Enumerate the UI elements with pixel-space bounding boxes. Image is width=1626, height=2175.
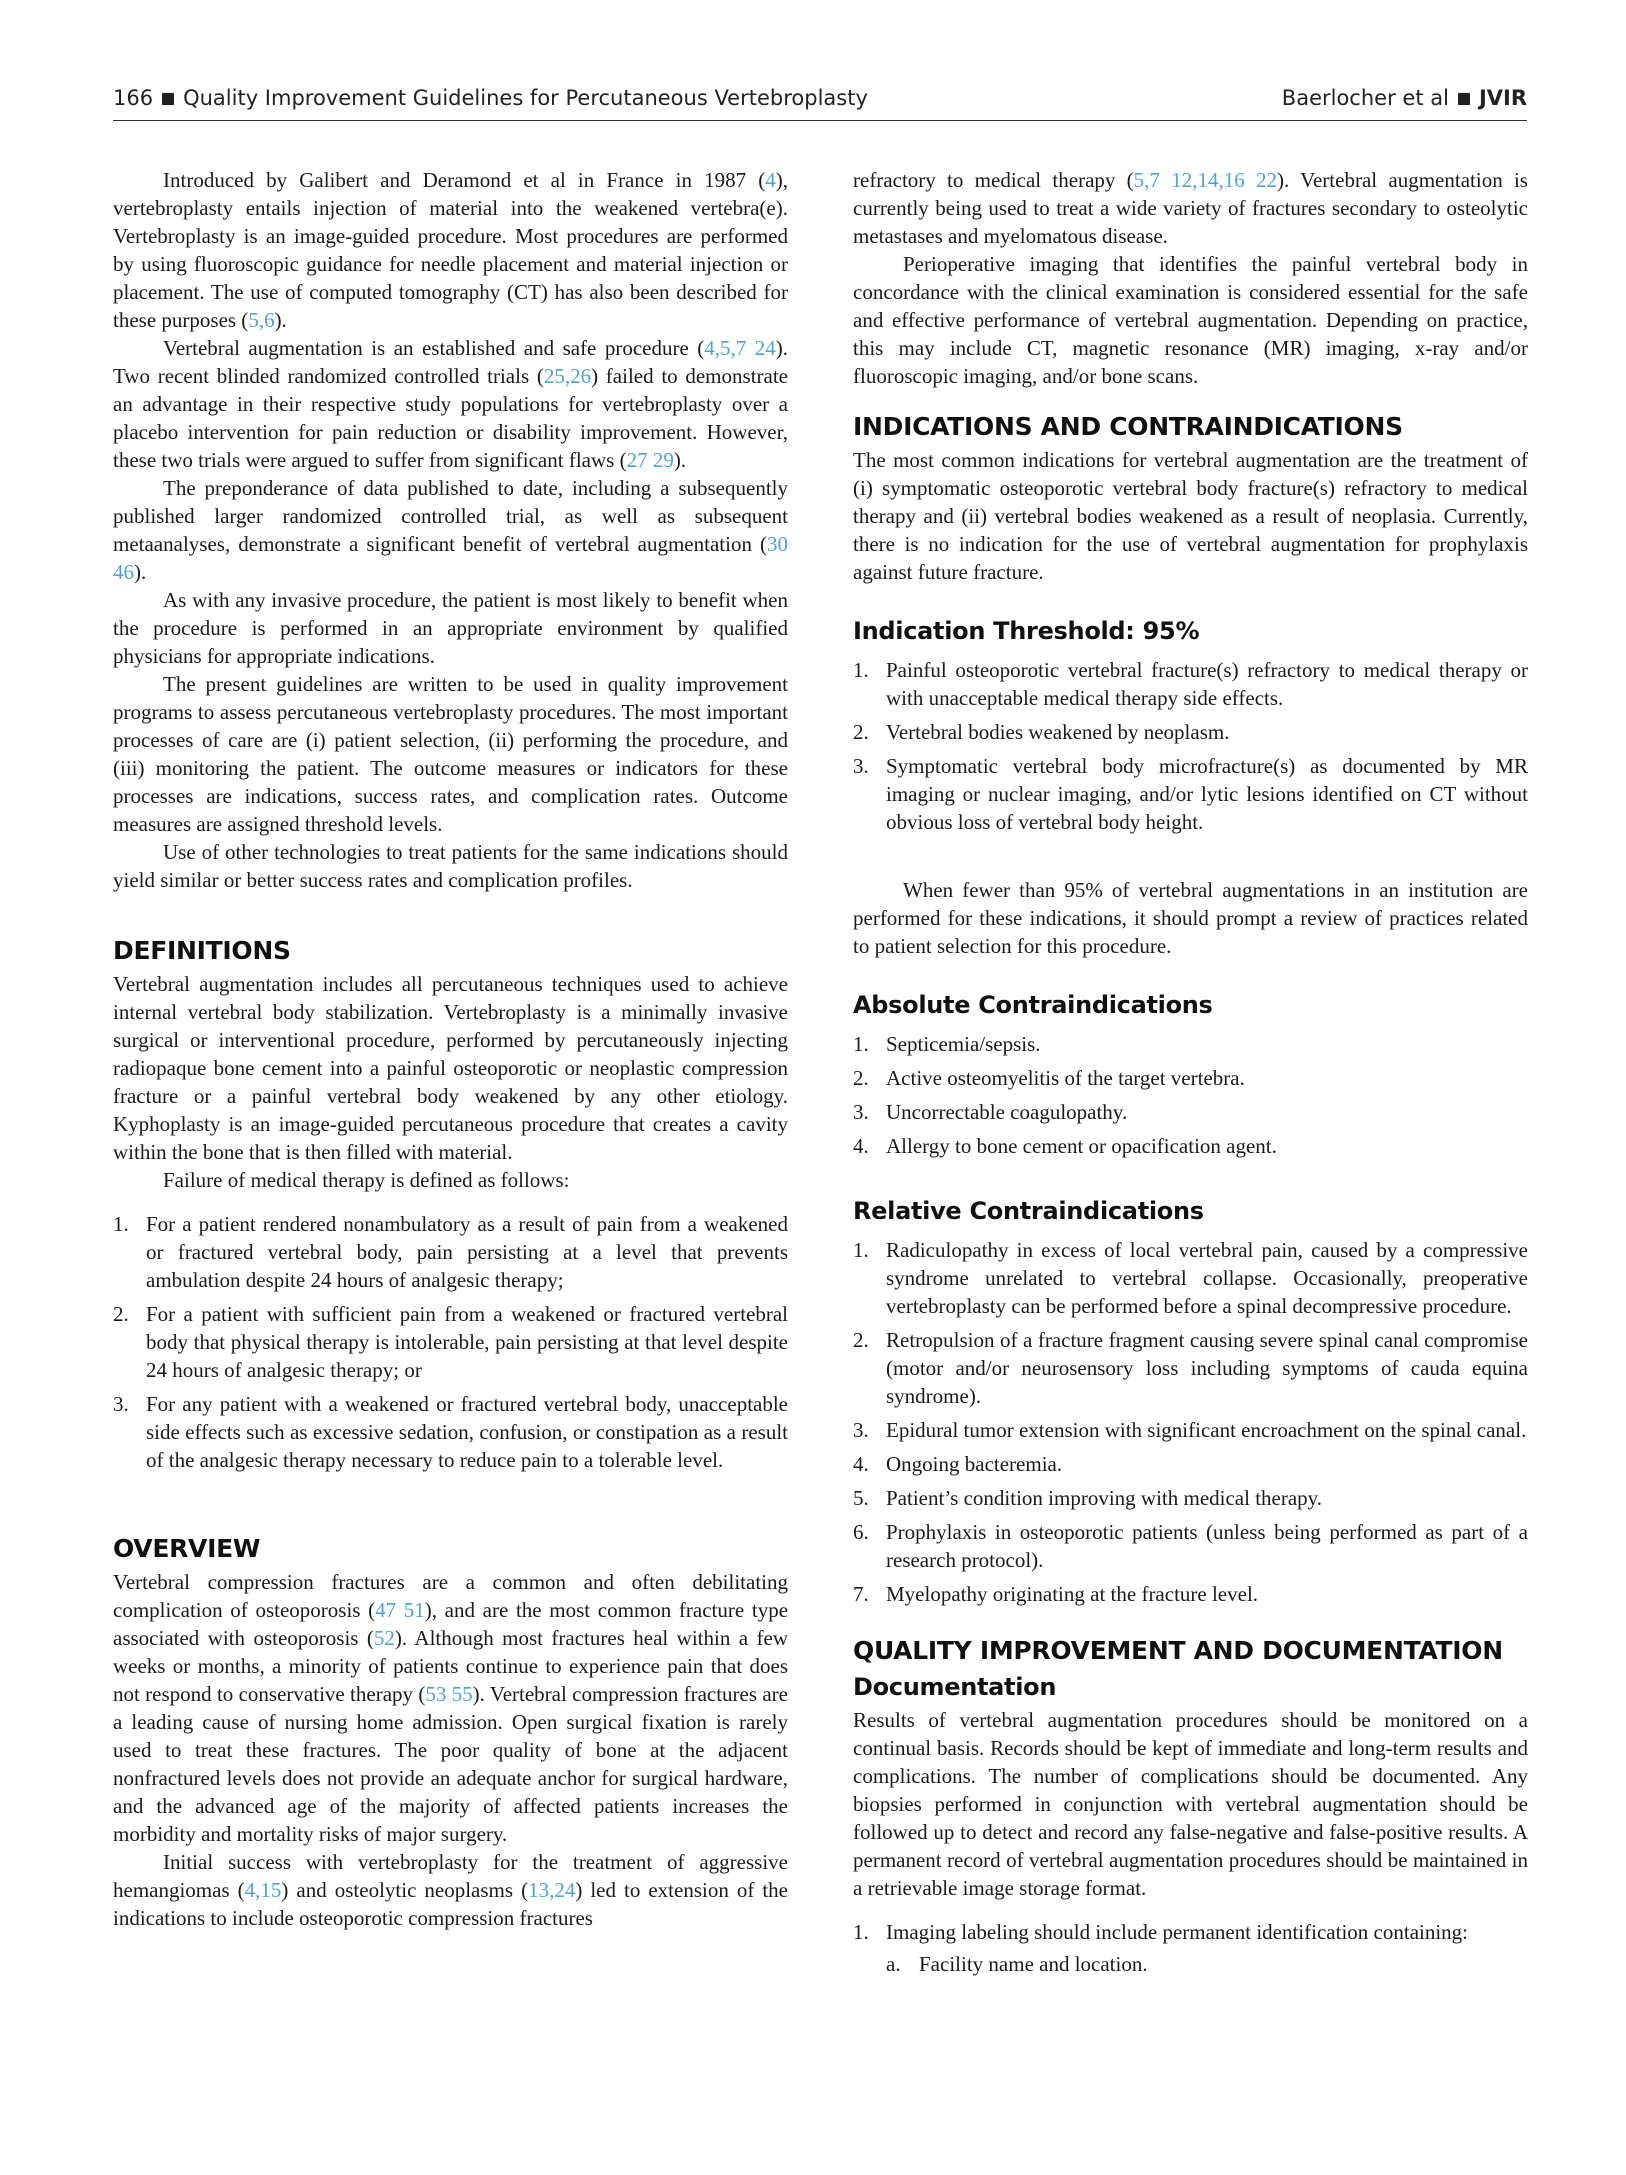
left-column [113, 166, 788, 1932]
list-item: 1. Septicemia/sepsis. [853, 1032, 1041, 1056]
list-item: 3. For any patient with a weakened or fractured vertebral body, unacceptable side effects such as excessive sedation, confusion, or constipation as a result of the analgesic therapy necessary to reduce pain to a tolerable level. [113, 1392, 788, 1472]
page-number: 166 [113, 86, 154, 110]
reference-link[interactable]: 52 [373, 1626, 395, 1650]
documentation-list [853, 1918, 1528, 1978]
square-bullet-icon [162, 93, 174, 105]
documentation-heading: Documentation [853, 1673, 1057, 1701]
intro-paragraph-2: Vertebral augmentation is an established and safe procedure (4,5,7 24). Two recent blinded randomized controlled trials (25,26) failed to demonstrate an advantage in their respective study populations for vertebroplasty over a placebo intervention for pain reduction or disability improvement. However, these two trials were argued to suffer from significant flaws (27 29). [113, 336, 789, 472]
continued-paragraph: refractory to medical therapy (5,7 12,14,16 22). Vertebral augmentation is currently being used to treat a wide variety of fractures secondary to osteolytic metastases and myelomatous disease. [853, 168, 1528, 248]
list-item: 3. Uncorrectable coagulopathy. [853, 1100, 1128, 1124]
threshold-note: When fewer than 95% of vertebral augmentations in an institution are performed for these indications, it should prompt a review of practices related to patient selection for this procedure. [853, 878, 1528, 958]
reference-link[interactable]: 4 [765, 168, 776, 192]
authors: Baerlocher et al [1281, 86, 1449, 110]
reference-link[interactable]: 5,6 [248, 308, 275, 332]
definitions-paragraph-1: Vertebral augmentation includes all percutaneous techniques used to achieve internal vertebral body stabilization. Vertebroplasty is a minimally invasive surgical or interventional procedure, performed by percutaneously injecting radiopaque bone cement into a painful osteoporotic or neoplastic compression fracture or a painful vertebral body weakened by any other etiology. Kyphoplasty is an image-guided percutaneous procedure that creates a cavity within the bone that is then filled with material. [113, 972, 788, 1164]
list-item: 1. Radiculopathy in excess of local vertebral pain, caused by a compressive syndrome unrelated to vertebral collapse. Occasionally, preoperative vertebroplasty can be performed before a spinal decompressive procedure. [853, 1238, 1528, 1318]
documentation-paragraph: Results of vertebral augmentation procedures should be monitored on a continual basis. Records should be kept of immediate and long-term results and complications. The number of complications should be documented. Any biopsies performed in conjunction with vertebral augmentation should be followed up to detect and record any false-negative and false-positive results. A permanent record of vertebral augmentation procedures should be maintained in a retrievable image storage format. [853, 1708, 1528, 1900]
relative-contraindications-heading: Relative Contraindications [853, 1197, 1204, 1225]
list-item: 4. Allergy to bone cement or opacification agent. [853, 1134, 1277, 1158]
list-item: 3. Symptomatic vertebral body microfracture(s) as documented by MR imaging or nuclear imaging, and/or lytic lesions identified on CT without obvious loss of vertebral body height. [853, 754, 1528, 834]
list-item: 6. Prophylaxis in osteoporotic patients (unless being performed as part of a research protocol). [853, 1520, 1528, 1572]
reference-link[interactable]: 13,24 [528, 1878, 576, 1902]
definitions-paragraph-2: Failure of medical therapy is defined as follows: [163, 1168, 570, 1192]
indication-threshold-heading: Indication Threshold: 95% [853, 617, 1200, 645]
definitions-heading: DEFINITIONS [113, 936, 291, 965]
intro-paragraph-4: As with any invasive procedure, the patient is most likely to benefit when the procedure is performed in an appropriate environment by qualified physicians for appropriate indications. [113, 588, 788, 668]
running-head-right [1282, 86, 1527, 110]
right-column [853, 166, 1528, 1984]
reference-link[interactable]: 4,5,7 24 [704, 336, 776, 360]
reference-link[interactable]: 4,15 [244, 1878, 282, 1902]
sub-list [886, 1950, 1528, 1978]
list-item: 1. Painful osteoporotic vertebral fracture(s) refractory to medical therapy or with unacceptable medical therapy side effects. [853, 658, 1528, 710]
list-item: a. Facility name and location. [886, 1952, 1148, 1976]
indications-heading: INDICATIONS AND CONTRAINDICATIONS [853, 412, 1403, 441]
imaging-paragraph: Perioperative imaging that identifies the painful vertebral body in concordance with the clinical examination is considered essential for the safe and effective performance of vertebral augmentation. Depending on practice, this may include CT, magnetic resonance (MR) imaging, x-ray and/or fluoroscopic imaging, and/or bone scans. [853, 252, 1528, 388]
absolute-contraindications-list [853, 1030, 1528, 1160]
article-title: Quality Improvement Guidelines for Percutaneous Vertebroplasty [183, 86, 868, 110]
journal-name: JVIR [1478, 86, 1527, 110]
list-item: 2. Active osteomyelitis of the target vertebra. [853, 1066, 1245, 1090]
reference-link[interactable]: 27 29 [626, 448, 674, 472]
list-item: 1. Imaging labeling should include permanent identification containing: a. Facility name and location. [853, 1918, 1528, 1978]
medical-therapy-failure-list [113, 1210, 788, 1474]
indications-paragraph: The most common indications for vertebral augmentation are the treatment of (i) symptomatic osteoporotic vertebral body fracture(s) refractory to medical therapy and (ii) vertebral bodies weakened as a result of neoplasia. Currently, there is no indication for the use of vertebral augmentation for prophylaxis against future fracture. [853, 448, 1528, 584]
running-head-left [113, 86, 868, 110]
running-head [113, 86, 1527, 121]
intro-paragraph-1: Introduced by Galibert and Deramond et al in France in 1987 (4), vertebroplasty entails injection of material into the weakened vertebra(e). Vertebroplasty is an image-guided procedure. Most procedures are performed by using fluoroscopic guidance for needle placement and material injection or placement. The use of computed tomography (CT) has also been described for these purposes (5,6). [113, 168, 788, 332]
list-item: 7. Myelopathy originating at the fracture level. [853, 1582, 1259, 1606]
intro-paragraph-5: The present guidelines are written to be used in quality improvement programs to assess percutaneous vertebroplasty procedures. The most important processes of care are (i) patient selection, (ii) performing the procedure, and (iii) monitoring the patient. The outcome measures or indicators for these processes are indications, success rates, and complication rates. Outcome measures are assigned threshold levels. [113, 672, 788, 836]
intro-paragraph-6: Use of other technologies to treat patients for the same indications should yield similar or better success rates and complication profiles. [113, 840, 788, 892]
indication-list [853, 656, 1528, 836]
absolute-contraindications-heading: Absolute Contraindications [853, 991, 1213, 1019]
list-item: 2. Retropulsion of a fracture fragment causing severe spinal canal compromise (motor and/or neurosensory loss including symptoms of cauda equina syndrome). [853, 1328, 1528, 1408]
overview-paragraph-2: Initial success with vertebroplasty for the treatment of aggressive hemangiomas (4,15) and osteolytic neoplasms (13,24) led to extension of the indications to include osteoporotic compression fractures [113, 1850, 788, 1930]
intro-paragraph-3: The preponderance of data published to date, including a subsequently published larger randomized controlled trial, as well as subsequent metaanalyses, demonstrate a significant benefit of vertebral augmentation (30 46). [113, 476, 788, 584]
reference-link[interactable]: 25,26 [543, 364, 592, 388]
list-item: 3. Epidural tumor extension with significant encroachment on the spinal canal. [853, 1418, 1527, 1442]
list-item: 5. Patient’s condition improving with medical therapy. [853, 1486, 1323, 1510]
list-item: 2. Vertebral bodies weakened by neoplasm. [853, 720, 1230, 744]
reference-link[interactable]: 30 46 [113, 532, 788, 584]
relative-contraindications-list [853, 1236, 1528, 1608]
list-item: 4. Ongoing bacteremia. [853, 1452, 1063, 1476]
list-item: 2. For a patient with sufficient pain from a weakened or fractured vertebral body that physical therapy is intolerable, pain persisting at that level despite 24 hours of analgesic therapy; or [113, 1302, 788, 1382]
overview-heading: OVERVIEW [113, 1534, 261, 1563]
list-item: 1. For a patient rendered nonambulatory as a result of pain from a weakened or fractured vertebral body, pain persisting at a level that prevents ambulation despite 24 hours of analgesic therapy; [113, 1212, 788, 1292]
overview-paragraph-1: Vertebral compression fractures are a common and often debilitating complication of osteoporosis (47 51), and are the most common fracture type associated with osteoporosis (52). Although most fractures heal within a few weeks or months, a minority of patients continue to experience pain that does not respond to conservative therapy (53 55). Vertebral compression fractures are a leading cause of nursing home admission. Open surgical fixation is rarely used to treat these fractures. The poor quality of bone at the adjacent nonfractured levels does not provide an adequate anchor for surgical hardware, and the advanced age of the majority of affected patients increases the morbidity and mortality risks of major surgery. [113, 1570, 789, 1846]
reference-link[interactable]: 53 55 [425, 1682, 473, 1706]
reference-link[interactable]: 47 51 [375, 1598, 425, 1622]
reference-link[interactable]: 5,7 12,14,16 22 [1133, 168, 1277, 192]
square-bullet-icon [1458, 93, 1470, 105]
quality-heading: QUALITY IMPROVEMENT AND DOCUMENTATION [853, 1636, 1503, 1665]
